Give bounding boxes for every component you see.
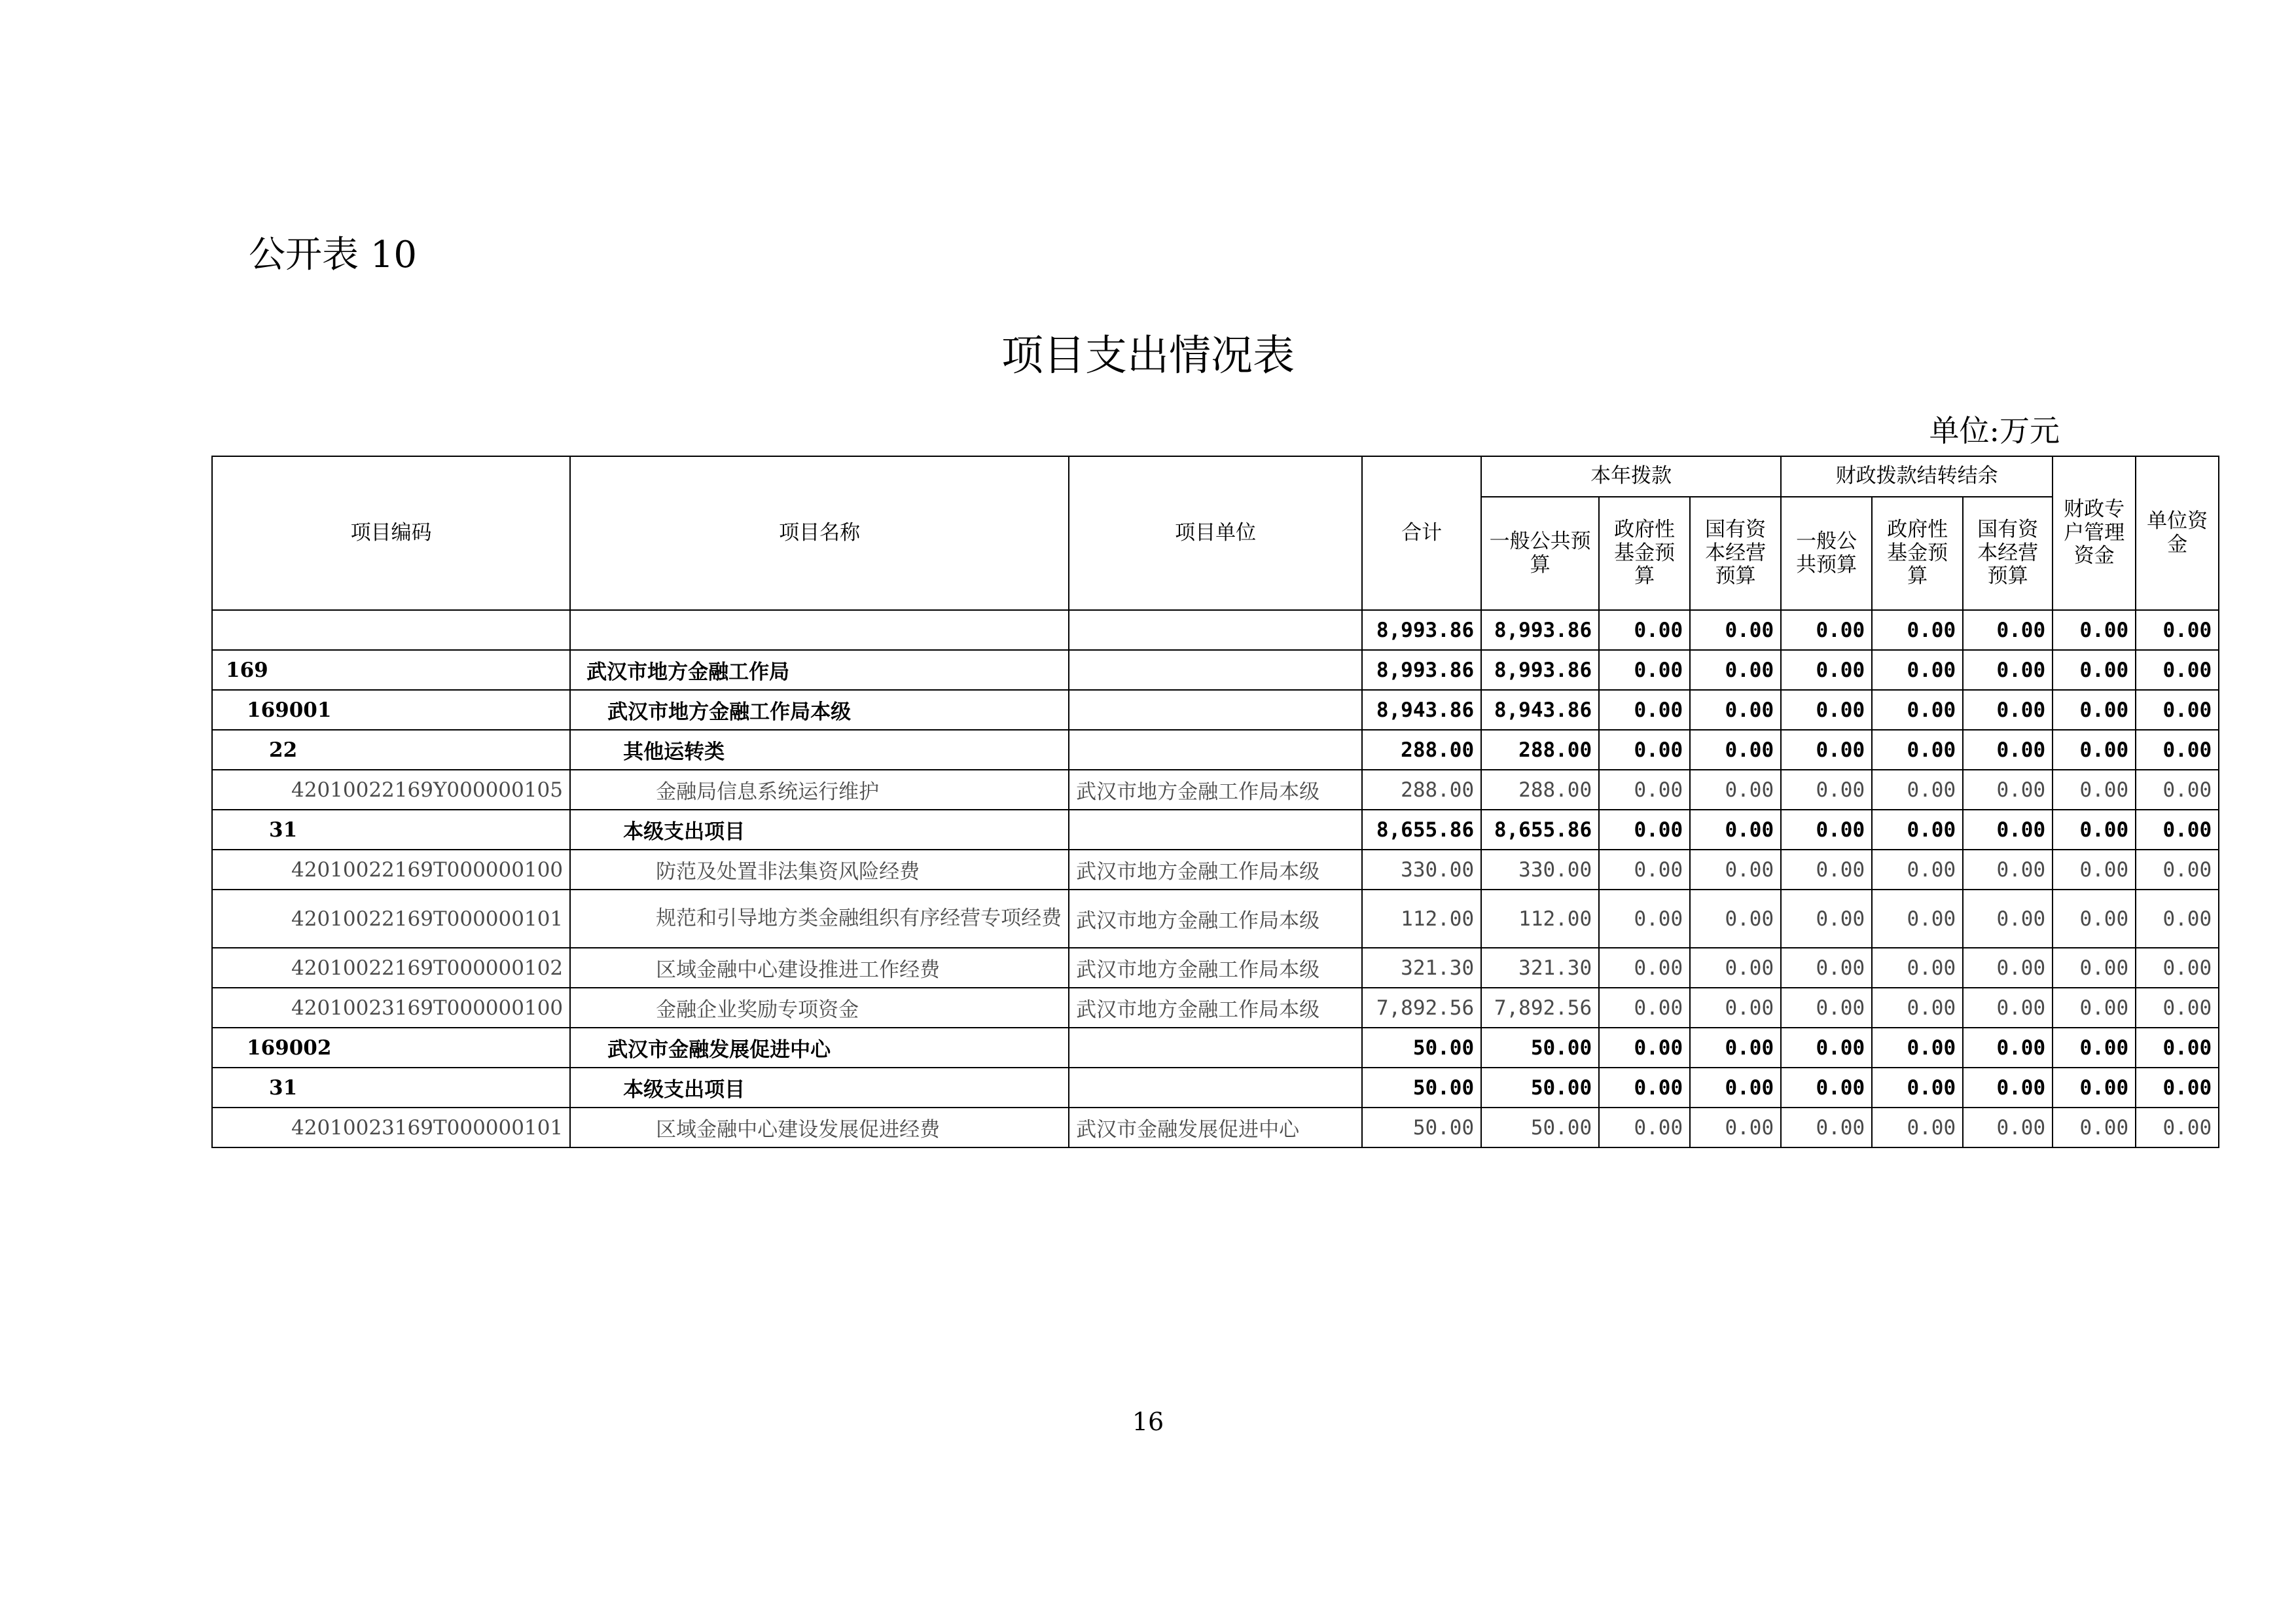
cell-gov-fund: 0.00 — [1599, 850, 1690, 890]
cell-total: 321.30 — [1362, 948, 1481, 988]
cell-state-capital: 0.00 — [1690, 988, 1781, 1028]
cell-co-general: 0.00 — [1781, 948, 1872, 988]
header-unit-funds: 单位资金 — [2136, 456, 2219, 610]
cell-co-gov-fund: 0.00 — [1872, 948, 1963, 988]
cell-name: 规范和引导地方类金融组织有序经营专项经费 — [570, 890, 1069, 948]
cell-unit: 武汉市地方金融工作局本级 — [1069, 890, 1362, 948]
cell-co-state-capital: 0.00 — [1963, 948, 2053, 988]
cell-unit: 武汉市地方金融工作局本级 — [1069, 988, 1362, 1028]
cell-co-gov-fund: 0.00 — [1872, 1028, 1963, 1068]
cell-name: 其他运转类 — [570, 730, 1069, 770]
cell-co-state-capital: 0.00 — [1963, 610, 2053, 650]
cell-co-general: 0.00 — [1781, 650, 1872, 690]
cell-name: 武汉市地方金融工作局 — [570, 650, 1069, 690]
cell-code — [212, 610, 570, 650]
cell-unit-funds: 0.00 — [2136, 890, 2219, 948]
cell-co-state-capital: 0.00 — [1963, 690, 2053, 730]
cell-general: 8,943.86 — [1481, 690, 1599, 730]
header-group-current: 本年拨款 — [1481, 456, 1781, 497]
cell-name: 区域金融中心建设发展促进经费 — [570, 1108, 1069, 1147]
cell-unit-funds: 0.00 — [2136, 1068, 2219, 1108]
page-title: 项目支出情况表 — [1001, 332, 1295, 380]
cell-state-capital: 0.00 — [1690, 1108, 1781, 1147]
cell-total: 50.00 — [1362, 1068, 1481, 1108]
cell-co-gov-fund: 0.00 — [1872, 850, 1963, 890]
header-state-capital: 国有资本经营预算 — [1690, 497, 1781, 610]
cell-unit-funds: 0.00 — [2136, 850, 2219, 890]
cell-total: 288.00 — [1362, 770, 1481, 810]
cell-co-general: 0.00 — [1781, 730, 1872, 770]
table-row — [212, 770, 2219, 810]
cell-special: 0.00 — [2053, 810, 2136, 850]
cell-unit: 武汉市地方金融工作局本级 — [1069, 948, 1362, 988]
cell-co-general: 0.00 — [1781, 690, 1872, 730]
cell-total: 8,993.86 — [1362, 610, 1481, 650]
cell-total: 7,892.56 — [1362, 988, 1481, 1028]
cell-co-general: 0.00 — [1781, 810, 1872, 850]
cell-special: 0.00 — [2053, 770, 2136, 810]
cell-general: 112.00 — [1481, 890, 1599, 948]
cell-state-capital: 0.00 — [1690, 650, 1781, 690]
cell-unit-funds: 0.00 — [2136, 810, 2219, 850]
cell-special: 0.00 — [2053, 1068, 2136, 1108]
cell-co-gov-fund: 0.00 — [1872, 810, 1963, 850]
cell-special: 0.00 — [2053, 850, 2136, 890]
cell-unit: 武汉市地方金融工作局本级 — [1069, 850, 1362, 890]
cell-name — [570, 610, 1069, 650]
cell-unit — [1069, 690, 1362, 730]
cell-co-state-capital: 0.00 — [1963, 810, 2053, 850]
cell-gov-fund: 0.00 — [1599, 770, 1690, 810]
cell-total: 8,943.86 — [1362, 690, 1481, 730]
cell-co-gov-fund: 0.00 — [1872, 988, 1963, 1028]
header-unit: 项目单位 — [1069, 456, 1362, 610]
header-general: 一般公共预算 — [1481, 497, 1599, 610]
cell-co-state-capital: 0.00 — [1963, 1028, 2053, 1068]
cell-unit — [1069, 1068, 1362, 1108]
cell-code: 169002 — [212, 1028, 570, 1068]
cell-special: 0.00 — [2053, 650, 2136, 690]
table-row — [212, 1108, 2219, 1147]
cell-co-state-capital: 0.00 — [1963, 770, 2053, 810]
cell-gov-fund: 0.00 — [1599, 650, 1690, 690]
cell-co-general: 0.00 — [1781, 890, 1872, 948]
cell-co-state-capital: 0.00 — [1963, 988, 2053, 1028]
cell-special: 0.00 — [2053, 1108, 2136, 1147]
cell-co-gov-fund: 0.00 — [1872, 650, 1963, 690]
cell-gov-fund: 0.00 — [1599, 610, 1690, 650]
table-row — [212, 650, 2219, 690]
table-row — [212, 610, 2219, 650]
cell-co-state-capital: 0.00 — [1963, 730, 2053, 770]
cell-total: 8,993.86 — [1362, 650, 1481, 690]
cell-general: 8,993.86 — [1481, 610, 1599, 650]
cell-co-gov-fund: 0.00 — [1872, 730, 1963, 770]
cell-gov-fund: 0.00 — [1599, 690, 1690, 730]
cell-co-gov-fund: 0.00 — [1872, 770, 1963, 810]
cell-general: 330.00 — [1481, 850, 1599, 890]
table-row — [212, 730, 2219, 770]
cell-co-gov-fund: 0.00 — [1872, 890, 1963, 948]
cell-general: 50.00 — [1481, 1028, 1599, 1068]
cell-state-capital: 0.00 — [1690, 690, 1781, 730]
cell-name: 区域金融中心建设推进工作经费 — [570, 948, 1069, 988]
table-row — [212, 850, 2219, 890]
cell-state-capital: 0.00 — [1690, 610, 1781, 650]
table-row — [212, 988, 2219, 1028]
header-total: 合计 — [1362, 456, 1481, 610]
cell-unit-funds: 0.00 — [2136, 610, 2219, 650]
cell-general: 8,993.86 — [1481, 650, 1599, 690]
cell-special: 0.00 — [2053, 730, 2136, 770]
cell-name: 本级支出项目 — [570, 810, 1069, 850]
cell-state-capital: 0.00 — [1690, 890, 1781, 948]
table-row — [212, 1028, 2219, 1068]
cell-general: 50.00 — [1481, 1108, 1599, 1147]
cell-co-state-capital: 0.00 — [1963, 1068, 2053, 1108]
cell-state-capital: 0.00 — [1690, 730, 1781, 770]
cell-unit-funds: 0.00 — [2136, 1108, 2219, 1147]
page-number: 16 — [1132, 1407, 1164, 1436]
cell-total: 288.00 — [1362, 730, 1481, 770]
cell-total: 112.00 — [1362, 890, 1481, 948]
cell-total: 8,655.86 — [1362, 810, 1481, 850]
cell-special: 0.00 — [2053, 610, 2136, 650]
header-code: 项目编码 — [212, 456, 570, 610]
cell-unit-funds: 0.00 — [2136, 988, 2219, 1028]
cell-code: 31 — [212, 1068, 570, 1108]
cell-unit: 武汉市地方金融工作局本级 — [1069, 770, 1362, 810]
header-special: 财政专户管理资金 — [2053, 456, 2136, 610]
cell-unit-funds: 0.00 — [2136, 948, 2219, 988]
cell-name: 武汉市地方金融工作局本级 — [570, 690, 1069, 730]
cell-gov-fund: 0.00 — [1599, 1108, 1690, 1147]
cell-total: 50.00 — [1362, 1028, 1481, 1068]
cell-co-general: 0.00 — [1781, 610, 1872, 650]
cell-state-capital: 0.00 — [1690, 810, 1781, 850]
cell-unit — [1069, 810, 1362, 850]
cell-co-general: 0.00 — [1781, 1108, 1872, 1147]
cell-special: 0.00 — [2053, 890, 2136, 948]
table-row — [212, 1068, 2219, 1108]
header-gov-fund: 政府性基金预算 — [1599, 497, 1690, 610]
cell-state-capital: 0.00 — [1690, 1028, 1781, 1068]
cell-unit-funds: 0.00 — [2136, 730, 2219, 770]
cell-special: 0.00 — [2053, 988, 2136, 1028]
cell-unit — [1069, 1028, 1362, 1068]
header-name: 项目名称 — [570, 456, 1069, 610]
cell-unit — [1069, 610, 1362, 650]
cell-total: 330.00 — [1362, 850, 1481, 890]
cell-gov-fund: 0.00 — [1599, 1068, 1690, 1108]
cell-total: 50.00 — [1362, 1108, 1481, 1147]
table-row — [212, 810, 2219, 850]
cell-co-general: 0.00 — [1781, 988, 1872, 1028]
cell-co-state-capital: 0.00 — [1963, 890, 2053, 948]
cell-code: 42010023169T000000100 — [212, 988, 570, 1028]
header-co-state-capital: 国有资本经营预算 — [1963, 497, 2053, 610]
cell-gov-fund: 0.00 — [1599, 730, 1690, 770]
cell-co-state-capital: 0.00 — [1963, 650, 2053, 690]
cell-general: 321.30 — [1481, 948, 1599, 988]
cell-unit-funds: 0.00 — [2136, 650, 2219, 690]
unit-label: 单位:万元 — [1929, 413, 2060, 448]
cell-gov-fund: 0.00 — [1599, 810, 1690, 850]
cell-gov-fund: 0.00 — [1599, 1028, 1690, 1068]
cell-gov-fund: 0.00 — [1599, 948, 1690, 988]
cell-name: 金融局信息系统运行维护 — [570, 770, 1069, 810]
cell-unit: 武汉市金融发展促进中心 — [1069, 1108, 1362, 1147]
cell-code: 42010022169T000000102 — [212, 948, 570, 988]
cell-code: 42010022169T000000100 — [212, 850, 570, 890]
table-id: 公开表 10 — [249, 234, 418, 276]
cell-special: 0.00 — [2053, 948, 2136, 988]
cell-state-capital: 0.00 — [1690, 948, 1781, 988]
header-co-gov-fund: 政府性基金预算 — [1872, 497, 1963, 610]
cell-name: 武汉市金融发展促进中心 — [570, 1028, 1069, 1068]
cell-gov-fund: 0.00 — [1599, 988, 1690, 1028]
project-expenditure-table — [211, 456, 2219, 1148]
cell-state-capital: 0.00 — [1690, 770, 1781, 810]
table-row — [212, 948, 2219, 988]
cell-code: 42010023169T000000101 — [212, 1108, 570, 1147]
cell-code: 169001 — [212, 690, 570, 730]
cell-unit — [1069, 650, 1362, 690]
cell-unit-funds: 0.00 — [2136, 690, 2219, 730]
cell-co-general: 0.00 — [1781, 1028, 1872, 1068]
cell-code: 42010022169Y000000105 — [212, 770, 570, 810]
cell-co-state-capital: 0.00 — [1963, 1108, 2053, 1147]
cell-special: 0.00 — [2053, 1028, 2136, 1068]
header-group-carryover: 财政拨款结转结余 — [1781, 456, 2053, 497]
cell-gov-fund: 0.00 — [1599, 890, 1690, 948]
header-co-general: 一般公共预算 — [1781, 497, 1872, 610]
cell-general: 288.00 — [1481, 770, 1599, 810]
cell-name: 金融企业奖励专项资金 — [570, 988, 1069, 1028]
cell-general: 288.00 — [1481, 730, 1599, 770]
cell-co-gov-fund: 0.00 — [1872, 1108, 1963, 1147]
cell-unit-funds: 0.00 — [2136, 1028, 2219, 1068]
cell-unit-funds: 0.00 — [2136, 770, 2219, 810]
cell-co-gov-fund: 0.00 — [1872, 690, 1963, 730]
cell-general: 7,892.56 — [1481, 988, 1599, 1028]
cell-code: 31 — [212, 810, 570, 850]
cell-code: 42010022169T000000101 — [212, 890, 570, 948]
table-row — [212, 690, 2219, 730]
cell-state-capital: 0.00 — [1690, 850, 1781, 890]
cell-unit — [1069, 730, 1362, 770]
cell-co-general: 0.00 — [1781, 850, 1872, 890]
cell-code: 169 — [212, 650, 570, 690]
cell-co-general: 0.00 — [1781, 770, 1872, 810]
cell-name: 本级支出项目 — [570, 1068, 1069, 1108]
table-row — [212, 890, 2219, 948]
cell-state-capital: 0.00 — [1690, 1068, 1781, 1108]
cell-co-gov-fund: 0.00 — [1872, 1068, 1963, 1108]
cell-name: 防范及处置非法集资风险经费 — [570, 850, 1069, 890]
cell-general: 50.00 — [1481, 1068, 1599, 1108]
cell-co-general: 0.00 — [1781, 1068, 1872, 1108]
cell-general: 8,655.86 — [1481, 810, 1599, 850]
cell-co-gov-fund: 0.00 — [1872, 610, 1963, 650]
cell-special: 0.00 — [2053, 690, 2136, 730]
cell-co-state-capital: 0.00 — [1963, 850, 2053, 890]
cell-code: 22 — [212, 730, 570, 770]
